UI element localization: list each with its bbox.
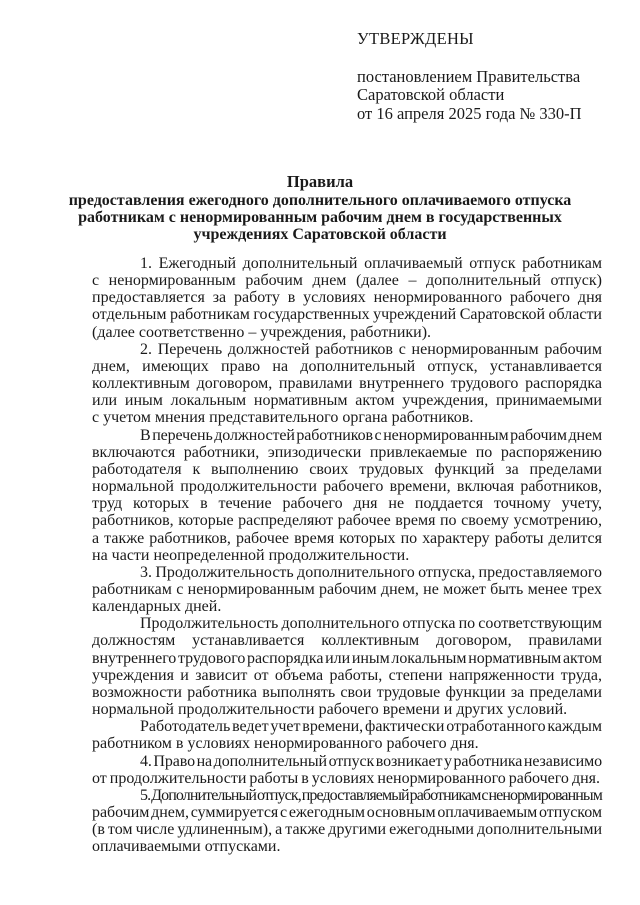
approval-heading: УТВЕРЖДЕНЫ [357, 29, 474, 48]
body-text-line: днем, имеющих право на дополнительный отпуск, устанавливается [92, 357, 602, 375]
approval-stamp [357, 30, 582, 123]
body-text-line: оплачиваемыми отпусками. [92, 838, 281, 856]
body-text-line: Продолжительность дополнительного отпуска по соответствующим [140, 615, 602, 633]
approval-line: Саратовской области [357, 85, 505, 104]
body-text-line: (в том числе удлиненным), а также другими ежегодными дополнительными [92, 821, 602, 839]
body-text-line: работников, которые распределяют рабочее время по своему усмотрению, [92, 512, 602, 530]
body-text-line: учреждения и зависит от объема работы, степени напряженности труда, [92, 666, 602, 684]
body-text-line: 1. Ежегодный дополнительный оплачиваемый отпуск работникам [140, 255, 602, 272]
title-line: предоставления ежегодного дополнительного оплачиваемого отпуска [68, 192, 572, 209]
title-line: Правила [286, 172, 354, 191]
document-body [92, 255, 602, 855]
body-text-line: предоставляется за работу в условиях ненормированного рабочего дня [92, 289, 602, 307]
body-text-line: а также работников, рабочее время которых по характеру работы делится [92, 529, 602, 547]
approval-line: от 16 апреля 2025 года № 330-П [357, 103, 582, 123]
body-text-line: 3. Продолжительность дополнительного отпуска, предоставляемого [140, 563, 602, 581]
body-text-line: должностям устанавливается коллективным договором, правилами [92, 632, 602, 650]
body-text-line: нормальной продолжительности рабочего времени и других условий. [92, 701, 568, 719]
body-text-line: внутреннего трудового распорядка или иным локальным нормативным актом [92, 649, 602, 667]
body-text-line: возможности работника выполнять свои трудовые функции за пределами [92, 683, 602, 701]
body-text-line: Работодатель ведет учет времени, фактически отработанного каждым [140, 718, 602, 736]
body-text-line: на части неопределенной продолжительности. [92, 546, 410, 564]
approval-line: постановлением Правительства [357, 66, 581, 86]
body-text-line: труд которых в течение рабочего дня не поддается точному учету, [92, 495, 602, 513]
body-text-line: с ненормированным рабочим днем (далее – дополнительный отпуск) [92, 272, 602, 290]
body-text-line: В перечень должностей работников с ненормированным рабочим днем [140, 426, 602, 444]
body-text-line: 5. Дополнительный отпуск, предоставляемый работникам с ненормированным [140, 786, 602, 804]
body-text-line: календарных дней. [92, 598, 222, 616]
body-text-line: от продолжительности работы в условиях ненормированного рабочего дня. [92, 769, 601, 787]
body-text-line: работником в условиях ненормированного рабочего дня. [92, 735, 479, 753]
title-line: работникам с ненормированным рабочим днем в государственных [78, 209, 562, 226]
body-text-line: (далее соответственно – учреждения, работники). [92, 323, 432, 341]
body-text-line: 4. Право на дополнительный отпуск возникает у работника независимо [140, 752, 602, 770]
body-text-line: работникам с ненормированным рабочим днем, не может быть менее трех [92, 580, 602, 598]
body-text-line: работодателя к выполнению своих трудовых функций за пределами [92, 460, 602, 478]
body-text-line: с учетом мнения представительного органа работников. [92, 409, 474, 427]
body-text-line: рабочим днем, суммируется с ежегодным основным оплачиваемым отпуском [92, 804, 602, 821]
body-text-line: 2. Перечень должностей работников с ненормированным рабочим [140, 340, 602, 358]
title-line: учреждениях Саратовской области [193, 226, 447, 243]
body-text-line: отдельным работникам государственных учреждений Саратовской области [92, 306, 602, 324]
body-text-line: коллективным договором, правилами внутреннего трудового распорядка [92, 375, 602, 393]
body-text-line: или иным локальным нормативным актом учреждения, принимаемыми [92, 392, 602, 410]
body-text-line: включаются работники, эпизодически привлекаемые по распоряжению [92, 443, 602, 461]
document-title [30, 173, 610, 243]
body-text-line: нормальной продолжительности рабочего времени, включая работников, [92, 478, 602, 496]
